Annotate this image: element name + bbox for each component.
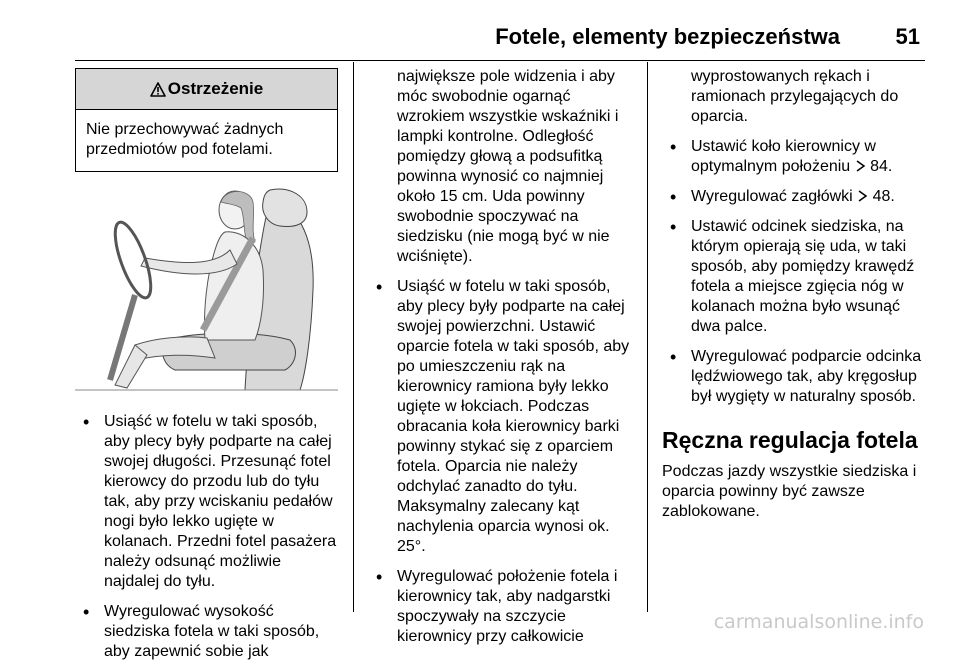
page-header	[0, 0, 960, 62]
list-item: • Wyregulować wysokość siedziska fotela w taki sposób, aby zapewnić sobie jak	[75, 602, 338, 662]
list-item: • Ustawić odcinek siedziska, na którym opierają się uda, w taki sposób, aby pomiędzy krawędź fotela a miejsce zgięcia nóg w kolanach można było wsunąć dwa palce.	[662, 217, 925, 337]
column-divider	[353, 62, 354, 612]
instruction-list	[662, 137, 925, 407]
warning-title: Ostrzeżenie	[167, 79, 264, 98]
section-heading: Ręczna regulacja fotela	[662, 427, 918, 453]
list-item: • Wyregulować położenie fotela i kierownicy tak, aby nadgarstki spoczywały na szczycie kierownicy przy całkowicie	[368, 567, 633, 647]
section-paragraph: Podczas jazdy wszystkie siedziska i oparcia powinny być zawsze zablokowane.	[662, 463, 917, 520]
column-divider	[647, 62, 648, 612]
watermark: carmanualsonline.info	[713, 611, 924, 633]
page-reference-arrow-icon[interactable]	[857, 189, 868, 203]
warning-box	[75, 68, 338, 172]
warning-header	[76, 69, 337, 110]
continued-text: wyprostowanych rękach i ramionach przylegających do oparcia.	[691, 68, 899, 125]
section-title: Fotele, elementy bezpieczeństwa	[495, 24, 840, 49]
warning-text: Nie przechowywać żadnych przedmiotów pod fotelami.	[86, 121, 284, 158]
instruction-list	[75, 412, 338, 662]
header-divider	[75, 60, 925, 61]
list-item: • Wyregulować podparcie odcinka lędźwiowego tak, aby kręgosłup był wygięty w naturalny sposób.	[662, 347, 925, 407]
list-item: • Usiąść w fotelu w taki sposób, aby plecy były podparte na całej swojej długości. Przesunąć fotel kierowcy do przodu lub do tyłu tak, aby przy wciskaniu pedałów nogi było lekko ugięte w kolanach. Przedni fotel pasażera należy odsunąć możliwie najdalej do tyłu.	[75, 412, 338, 592]
page-reference[interactable]: 48.	[872, 188, 895, 205]
warning-triangle-icon	[150, 82, 166, 97]
column-right	[662, 62, 925, 522]
continued-text: największe pole widzenia i aby móc swobodnie ogarnąć wzrokiem wszystkie wskaźniki i lampki kontrolne. Odległość pomiędzy głową a podsufitką powinna wynosić co najmniej około 15 cm. Uda powinny swobodnie spoczywać na siedzisku (nie mogą być w nie wciśnięte).	[397, 68, 619, 265]
page-reference-arrow-icon[interactable]	[855, 159, 866, 173]
list-item	[662, 137, 925, 177]
page-number: 51	[895, 24, 920, 49]
column-middle	[368, 62, 633, 657]
page-reference[interactable]: 84.	[870, 158, 893, 175]
list-item	[662, 187, 925, 207]
instruction-list	[368, 277, 633, 647]
list-item-text: Wyregulować zagłówki	[691, 188, 853, 205]
column-left	[75, 62, 338, 672]
list-item: • Usiąść w fotelu w taki sposób, aby plecy były podparte na całej swojej powierzchni. Ustawić oparcie fotela w taki sposób, aby po umieszczeniu rąk na kierownicy ramiona były lekko ugięte w łokciach. Podczas obracania koła kierownicy barki powinny stykać się z oparciem fotela. Oparcia nie należy odchylać zanadto do tyłu. Maksymalny zalecany kąt nachylenia oparcia wynosi ok. 25°.	[368, 277, 633, 557]
list-item-text: Ustawić koło kierownicy w optymalnym położeniu	[691, 138, 876, 175]
driver-seat-illustration	[75, 180, 338, 393]
